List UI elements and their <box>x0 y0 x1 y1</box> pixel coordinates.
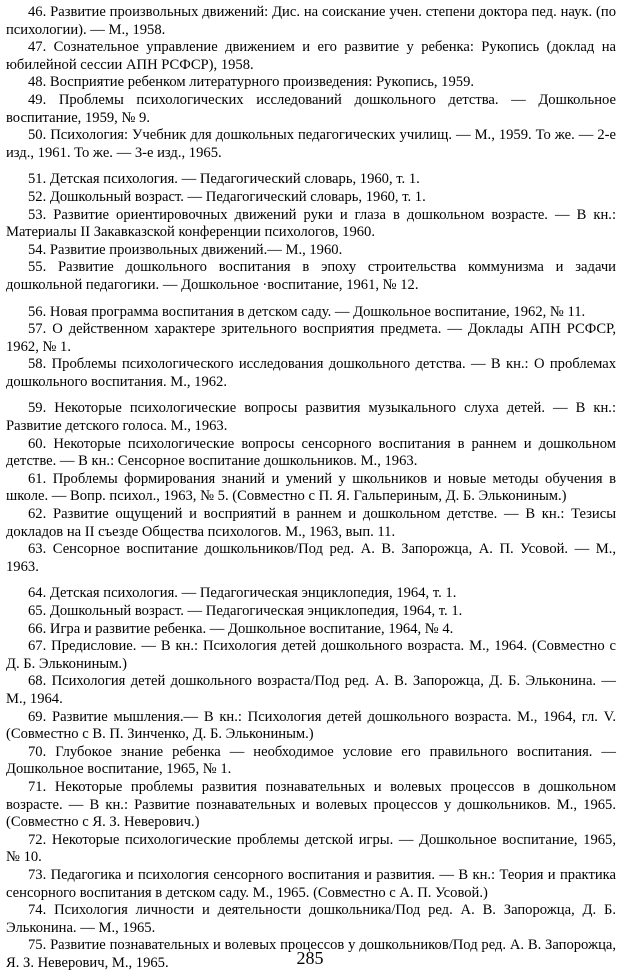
bibliography-entry <box>6 867 616 902</box>
entry-number: 48. <box>28 74 47 91</box>
entry-number: 72. <box>28 831 47 848</box>
bibliography-entry <box>6 585 616 603</box>
entry-text: Дошкольный возраст. — Педагогический словарь, 1960, т. 1. <box>49 188 426 205</box>
bibliography-entry <box>6 832 616 867</box>
page-number: 285 <box>296 948 324 968</box>
entry-number: 52. <box>28 188 47 205</box>
bibliography-entry <box>6 638 616 673</box>
bibliography-entry <box>6 304 616 322</box>
bibliography-entry <box>6 39 616 74</box>
entry-text: Дошкольный возраст. — Педагогическая энциклопедия, 1964, т. 1. <box>49 603 463 619</box>
entry-number: 49. <box>28 91 47 108</box>
entry-text: Некоторые психологические вопросы сенсорного воспитания в раннем и дошкольном детстве. — В кн.: Сенсорное воспитание дошкольников. М., 1963. <box>6 435 616 470</box>
entry-number: 56. <box>28 303 47 320</box>
entry-text: Развитие произвольных движений: Дис. на соискание учен. степени доктора пед. наук. (по психологии). — М., 1958. <box>6 4 616 38</box>
group-gap <box>6 162 616 171</box>
entry-number: 64. <box>28 585 47 602</box>
bibliography-entry <box>6 744 616 779</box>
bibliography-entry <box>6 541 616 576</box>
entry-text: О действенном характере зрительного восприятия предмета. — Доклады АПН РСФСР, 1962, № 1. <box>6 321 616 355</box>
bibliography-entry <box>6 92 616 127</box>
entry-text: Предисловие. — В кн.: Психология детей дошкольного возраста. М., 1964. (Совместно с Д. Б. Элькониным.) <box>6 638 616 672</box>
group-gap <box>6 391 616 400</box>
entry-number: 60. <box>28 435 47 452</box>
bibliography-entry <box>6 356 616 391</box>
entry-text: Проблемы психологического исследования дошкольного детства. — В кн.: О проблемах дошкольного воспитания. М., 1962. <box>6 356 616 390</box>
bibliography-entry <box>6 4 616 39</box>
bibliography-entry <box>6 207 616 242</box>
bibliography-entry <box>6 471 616 506</box>
entry-text: Развитие ощущений и восприятий в раннем и дошкольном детстве. — В кн.: Тезисы докладов на II съезде Общества психологов. М., 1963, вып. 11. <box>6 506 616 540</box>
group-gap <box>6 576 616 585</box>
entry-text: Психология детей дошкольного возраста/Под ред. А. В. Запорожца, Д. Б. Эльконина. — М., 1964. <box>6 673 616 707</box>
entry-text: Развитие произвольных движений.— М., 1960. <box>49 241 343 258</box>
entry-text: Глубокое знание ребенка — необходимое условие его правильного воспитания. — Дошкольное воспитание, 1965, № 1. <box>6 743 616 778</box>
entry-number: 75. <box>28 937 47 954</box>
group-gap <box>6 295 616 304</box>
bibliography-entry <box>6 603 616 621</box>
entry-number: 73. <box>28 866 47 883</box>
entry-text: Психология личности и деятельности дошкольника/Под ред. А. В. Запорожца, Д. Б. Эльконина. — М., 1965. <box>6 902 616 936</box>
entry-text: Развитие дошкольного воспитания в эпоху строительства коммунизма и задачи дошкольной педагогики. — Дошкольное ·воспитание, 1961, № 12. <box>6 259 616 293</box>
entry-number: 71. <box>28 778 47 795</box>
entry-number: 54. <box>28 241 47 258</box>
entry-text: Некоторые проблемы развития познавательных и волевых процессов в дошкольном возрасте. — В кн.: Развитие познавательных и волевых процессов у дошкольников. М., 1965. (Совместно с Я. З. Неверович.) <box>6 778 616 831</box>
entry-number: 59. <box>28 400 47 417</box>
entry-number: 68. <box>28 673 47 690</box>
bibliography-entry <box>6 242 616 260</box>
entry-number: 65. <box>28 603 47 619</box>
bibliography-entry <box>6 902 616 937</box>
bibliography-entry <box>6 436 616 471</box>
bibliography-entry <box>6 171 616 189</box>
entry-text: Развитие ориентировочных движений руки и глаза в дошкольном возрасте. — В кн.: Материалы II Закавказской конференции психологов, 1960. <box>6 206 616 241</box>
bibliography-entry <box>6 709 616 744</box>
entry-text: Проблемы формирования знаний и умений у школьников и новые методы обучения в школе. — Вопр. психол., 1963, № 5. (Совместно с П. Я. Гальпериным, Д. Б. Элькониным.) <box>6 470 616 505</box>
entry-number: 63. <box>28 541 47 558</box>
entry-text: Сознательное управление движением и его развитие у ребенка: Рукопись (доклад на юбилейной сессии АПН РСФСР), 1958. <box>6 39 616 73</box>
bibliography-entry <box>6 621 616 639</box>
entry-number: 69. <box>28 708 47 725</box>
entry-text: Развитие мышления.— В кн.: Психология детей дошкольного возраста. М., 1964, гл. V. (Совместно с В. П. Зинченко, Д. Б. Элькониным.) <box>6 708 616 743</box>
entry-number: 67. <box>28 638 47 655</box>
entry-number: 61. <box>28 470 47 487</box>
entry-number: 47. <box>28 39 47 56</box>
entry-text: Некоторые психологические проблемы детской игры. — Дошкольное воспитание, 1965, № 10. <box>6 831 616 866</box>
entry-number: 58. <box>28 356 47 373</box>
bibliography-entry <box>6 321 616 356</box>
bibliography-entry <box>6 400 616 435</box>
entry-text: Детская психология. — Педагогическая энциклопедия, 1964, т. 1. <box>49 585 457 602</box>
bibliography-entry <box>6 259 616 294</box>
entry-text: Сенсорное воспитание дошкольников/Под ред. А. В. Запорожца, А. П. Усовой. — М., 1963. <box>6 541 616 575</box>
entry-number: 55. <box>28 259 47 276</box>
entry-text: Развитие познавательных и волевых процессов у дошкольников/Под ред. А. В. Запорожца, Я. З. Неверович, М., 1965. <box>6 937 616 971</box>
entry-text: Некоторые психологические вопросы развития музыкального слуха детей. — В кн.: Развитие детского голоса. М., 1963. <box>6 400 616 435</box>
entry-number: 62. <box>28 506 47 523</box>
entry-number: 74. <box>28 902 47 919</box>
entry-text: Восприятие ребенком литературного произведения: Рукопись, 1959. <box>49 74 475 91</box>
entry-number: 66. <box>28 620 47 637</box>
entry-number: 70. <box>28 743 47 760</box>
entry-number: 51. <box>28 171 47 188</box>
bibliography-entry <box>6 779 616 832</box>
bibliography-entry <box>6 506 616 541</box>
entry-text: Детская психология. — Педагогический словарь, 1960, т. 1. <box>49 171 420 188</box>
entry-text: Новая программа воспитания в детском саду. — Дошкольное воспитание, 1962, № 11. <box>49 303 586 320</box>
bibliography-entry <box>6 74 616 92</box>
entry-number: 57. <box>28 321 47 338</box>
entry-number: 50. <box>28 127 47 144</box>
bibliography-entry <box>6 673 616 708</box>
entry-text: Педагогика и психология сенсорного воспитания и развития. — В кн.: Теория и практика сенсорного воспитания в детском саду. М., 1965. (Совместно с А. П. Усовой.) <box>6 866 616 901</box>
entry-text: Психология: Учебник для дошкольных педагогических училищ. — М., 1959. То же. — 2-е изд., 1961. То же. — 3-е изд., 1965. <box>6 127 616 161</box>
entry-number: 46. <box>28 4 47 20</box>
entry-text: Игра и развитие ребенка. — Дошкольное воспитание, 1964, № 4. <box>49 620 454 637</box>
bibliography-entry <box>6 127 616 162</box>
entry-number: 53. <box>28 206 47 223</box>
bibliography-entry <box>6 189 616 207</box>
entry-text: Проблемы психологических исследований дошкольного детства. — Дошкольное воспитание, 1959, № 9. <box>6 91 616 126</box>
bibliography-list <box>6 4 616 972</box>
